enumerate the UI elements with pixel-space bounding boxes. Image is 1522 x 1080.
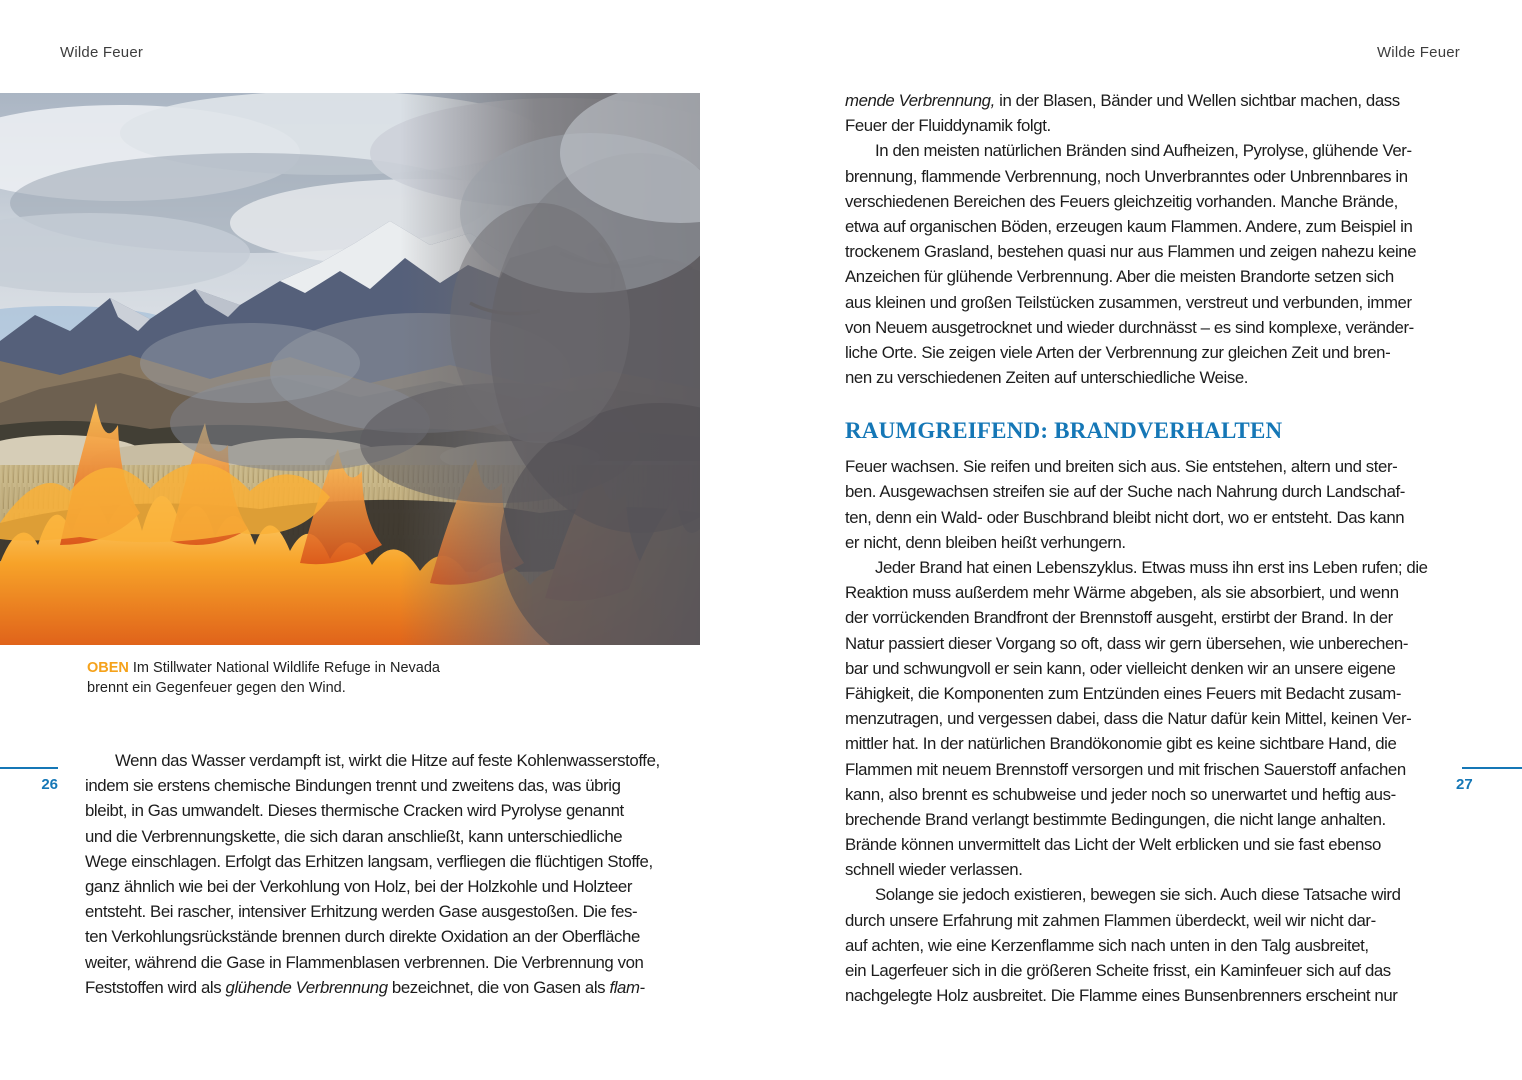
text-line: trockenem Grasland, bestehen quasi nur aus Flammen und zeigen nahezu keine [845, 242, 1417, 262]
text-line: ben. Ausgewachsen streifen sie auf der Suche nach Nahrung durch Landschaf- [845, 482, 1405, 502]
left-text-column [85, 748, 715, 1000]
text-line: Fähigkeit, die Komponenten zum Entzünden eines Feuers mit Bedacht zusam- [845, 683, 1402, 703]
body-paragraph [845, 555, 1437, 882]
left-running-head: Wilde Feuer [60, 44, 144, 61]
right-text-column [845, 88, 1437, 1008]
left-folio-rule [0, 767, 58, 769]
text-line: ten, denn ein Wald- oder Buschbrand bleibt nicht dort, wo er entsteht. Das kann [845, 507, 1405, 527]
text-line: Feuer der Fluiddynamik folgt. [845, 116, 1051, 136]
text-line: mittler hat. In der natürlichen Brandökonomie gibt es keine sichtbare Hand, die [845, 734, 1397, 754]
photo-caption [87, 658, 547, 698]
text-line: ganz ähnlich wie bei der Verkohlung von Holz, bei der Holzkohle und Holzteer [85, 876, 633, 896]
text-line: Wenn das Wasser verdampft ist, wirkt die Hitze auf feste Kohlenwasserstoffe, [115, 751, 660, 770]
fire-photo-illustration [0, 93, 700, 645]
caption-text-1: Im Stillwater National Wildlife Refuge in Nevada [132, 660, 440, 676]
fire-photo [0, 93, 700, 645]
text-line: menzutragen, und vergessen dabei, dass die Natur dafür kein Mittel, keinen Ver- [845, 709, 1412, 729]
text-line: Feuer wachsen. Sie reifen und breiten sich aus. Sie entstehen, altern und ster- [845, 457, 1398, 477]
text-line: Brände können unvermittelt das Licht der Welt erblicken und sie fast ebenso [845, 835, 1381, 855]
text-line: Reaktion muss außerdem mehr Wärme abgeben, als sie absorbiert, und wenn [845, 583, 1399, 603]
body-paragraph [845, 88, 1437, 138]
text-line: ein Lagerfeuer sich in die größeren Scheite frisst, ein Kaminfeuer sich auf das [845, 961, 1391, 980]
text-line: In den meisten natürlichen Bränden sind Aufheizen, Pyrolyse, glühende Ver- [875, 141, 1412, 161]
text-line: verschiedenen Bereichen des Feuers gleichzeitig vorhanden. Manche Brände, [845, 191, 1398, 211]
body-paragraph [845, 454, 1437, 555]
text-line: indem sie erstens chemische Bindungen trennt und zweitens das, was übrig [85, 776, 621, 796]
caption-label: OBEN [87, 660, 129, 676]
body-paragraph [845, 138, 1437, 390]
text-line: durch unsere Erfahrung mit zahmen Flammen überdeckt, weil wir nicht dar- [845, 910, 1376, 930]
text-line: mende Verbrennung, in der Blasen, Bänder und Wellen sichtbar machen, dass [845, 91, 1400, 110]
text-line: liche Orte. Sie zeigen viele Arten der Verbrennung zur gleichen Zeit und bren- [845, 342, 1391, 362]
caption-line-1 [87, 658, 547, 678]
right-running-head: Wilde Feuer [1376, 44, 1460, 61]
text-line: bar und schwungvoll er sein kann, oder vielleicht denken wir an unsere eigene [845, 658, 1396, 678]
caption-line-2: brennt ein Gegenfeuer gegen den Wind. [87, 680, 346, 696]
text-line: kann, also brennt es schubweise und jeder noch so unerwartet und heftig aus- [845, 784, 1396, 804]
text-line: der vorrückenden Brandfront der Brennstoff ausgeht, erstirbt der Brand. In der [845, 608, 1393, 628]
section-heading: RAUMGREIFEND: BRANDVERHALTEN [845, 418, 1283, 444]
text-line: von Neuem ausgetrocknet und wieder durchnässt – es sind komplexe, veränder- [845, 317, 1414, 337]
body-paragraph [845, 882, 1437, 1008]
text-line: Flammen mit neuem Brennstoff versorgen und mit frischen Sauerstoff anfachen [845, 759, 1406, 779]
text-line: Jeder Brand hat einen Lebenszyklus. Etwas muss ihn erst ins Leben rufen; die [875, 558, 1428, 577]
text-line: brechende Brand verlangt bestimmte Bedingungen, die nicht lange anhalten. [845, 809, 1386, 829]
text-line: Solange sie jedoch existieren, bewegen sie sich. Auch diese Tatsache wird [875, 885, 1401, 905]
text-line: entsteht. Bei rascher, intensiver Erhitzung werden Gase ausgestoßen. Die fes- [85, 902, 638, 922]
text-line: etwa auf organischen Böden, erzeugen kaum Flammen. Andere, zum Beispiel in [845, 216, 1413, 236]
text-line: Natur passiert dieser Vorgang so oft, dass wir gern übersehen, wie unberechen- [845, 633, 1409, 653]
body-paragraph [85, 748, 715, 1000]
left-page-number: 26 [41, 776, 58, 793]
text-line: er nicht, denn bleiben heißt verhungern. [845, 532, 1126, 552]
text-line: nachgelegte Holz ausbreitet. Die Flamme eines Bunsenbrenners erscheint nur [845, 986, 1398, 1006]
text-line: nen zu verschiedenen Zeiten auf unterschiedliche Weise. [845, 368, 1249, 388]
text-line: und die Verbrennungskette, die sich daran anschließt, kann unterschiedliche [85, 826, 623, 846]
text-line: brennung, flammende Verbrennung, noch Unverbranntes oder Unbrennbares in [845, 166, 1408, 186]
text-line: auf achten, wie eine Kerzenflamme sich nach unten in den Talg ausbreitet, [845, 935, 1369, 955]
text-line: bleibt, in Gas umwandelt. Dieses thermische Cracken wird Pyrolyse genannt [85, 801, 624, 821]
text-line: ten Verkohlungsrückstände brennen durch direkte Oxidation an der Oberfläche [85, 927, 640, 947]
right-page-number: 27 [1456, 776, 1473, 793]
text-line: weiter, während die Gase in Flammenblasen verbrennen. Die Verbrennung von [85, 952, 644, 972]
right-folio-rule [1462, 767, 1522, 769]
text-line: schnell wieder verlassen. [845, 860, 1023, 880]
text-line: aus kleinen und großen Teilstücken zusammen, verstreut und verbunden, immer [845, 292, 1412, 312]
text-line: Feststoffen wird als glühende Verbrennung bezeichnet, die von Gasen als flam- [85, 977, 645, 997]
text-line: Wege einschlagen. Erfolgt das Erhitzen langsam, verfliegen die flüchtigen Stoffe, [85, 851, 653, 871]
text-line: Anzeichen für glühende Verbrennung. Aber die meisten Brandorte setzen sich [845, 267, 1394, 287]
